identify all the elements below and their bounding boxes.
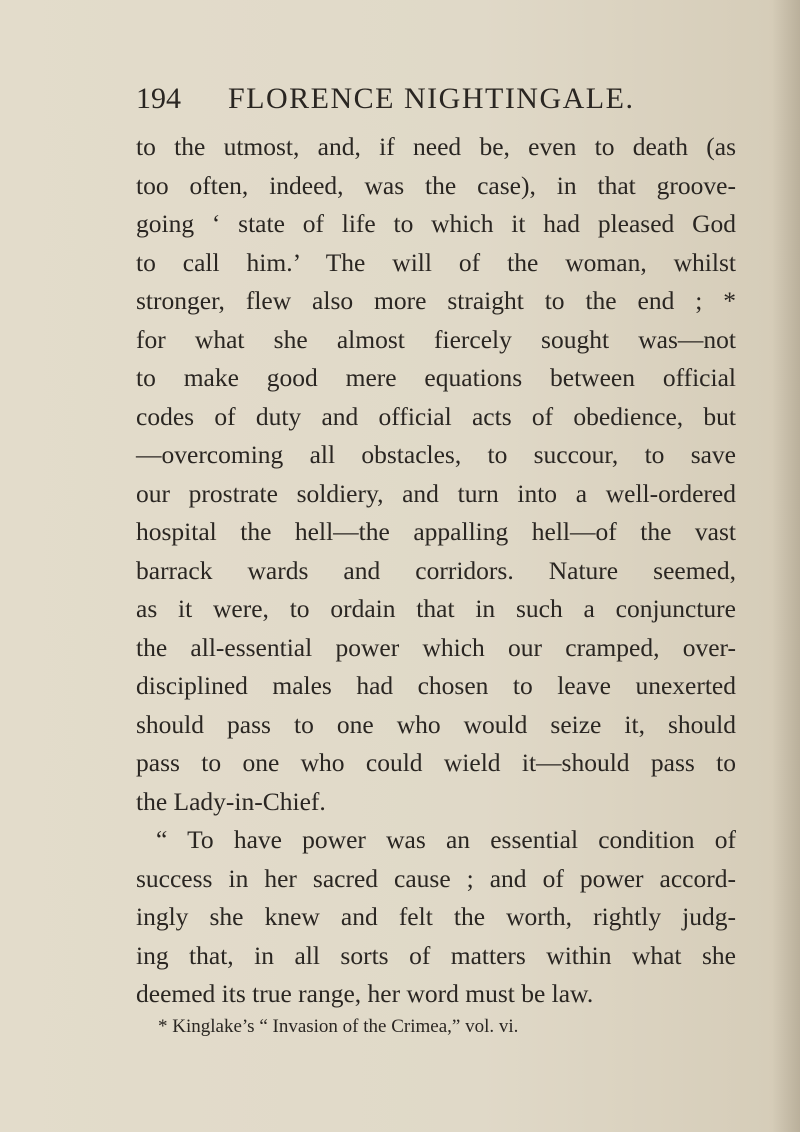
text-line: should pass to one who would seize it, should bbox=[136, 709, 736, 739]
text-line: barrack wards and corridors. Nature seemed, bbox=[136, 555, 736, 585]
text-line: hospital the hell—the appalling hell—of the vast bbox=[136, 517, 736, 546]
text-line: disciplined males had chosen to leave unexerted bbox=[136, 671, 736, 700]
page-number: 194 bbox=[136, 82, 181, 115]
page-edge-shadow bbox=[772, 0, 800, 1132]
text-line: stronger, flew also more straight to the end ; * bbox=[136, 286, 736, 315]
text-line: the Lady-in-Chief. bbox=[136, 786, 326, 816]
text-line: our prostrate soldiery, and turn into a well-ordered bbox=[136, 478, 736, 508]
page-header bbox=[136, 80, 696, 120]
text-line: —overcoming all obstacles, to succour, to save bbox=[136, 440, 736, 469]
text-line: too often, indeed, was the case), in that groove- bbox=[136, 170, 736, 200]
text-line: to the utmost, and, if need be, even to death (as bbox=[136, 132, 736, 161]
text-line: success in her sacred cause ; and of power accord- bbox=[136, 863, 736, 893]
text-line: “ To have power was an essential condition of bbox=[156, 825, 736, 854]
text-line: for what she almost fiercely sought was—not bbox=[136, 324, 736, 354]
running-head: FLORENCE NIGHTINGALE. bbox=[228, 82, 635, 115]
footnote: * Kinglake’s “ Invasion of the Crimea,” vol. vi. bbox=[158, 1016, 519, 1037]
text-line: ing that, in all sorts of matters within what she bbox=[136, 940, 736, 970]
text-line: ingly she knew and felt the worth, rightly judg- bbox=[136, 902, 736, 931]
text-line: to make good mere equations between official bbox=[136, 363, 736, 392]
text-line: pass to one who could wield it—should pass to bbox=[136, 748, 736, 777]
text-line: deemed its true range, her word must be law. bbox=[136, 979, 594, 1008]
text-line: codes of duty and official acts of obedience, but bbox=[136, 401, 736, 431]
text-line: to call him.’ The will of the woman, whilst bbox=[136, 247, 736, 277]
text-line: the all-essential power which our cramped, over- bbox=[136, 632, 736, 662]
text-line: as it were, to ordain that in such a conjuncture bbox=[136, 594, 736, 623]
body-text bbox=[136, 128, 736, 1014]
text-line: going ‘ state of life to which it had pleased God bbox=[136, 209, 736, 238]
